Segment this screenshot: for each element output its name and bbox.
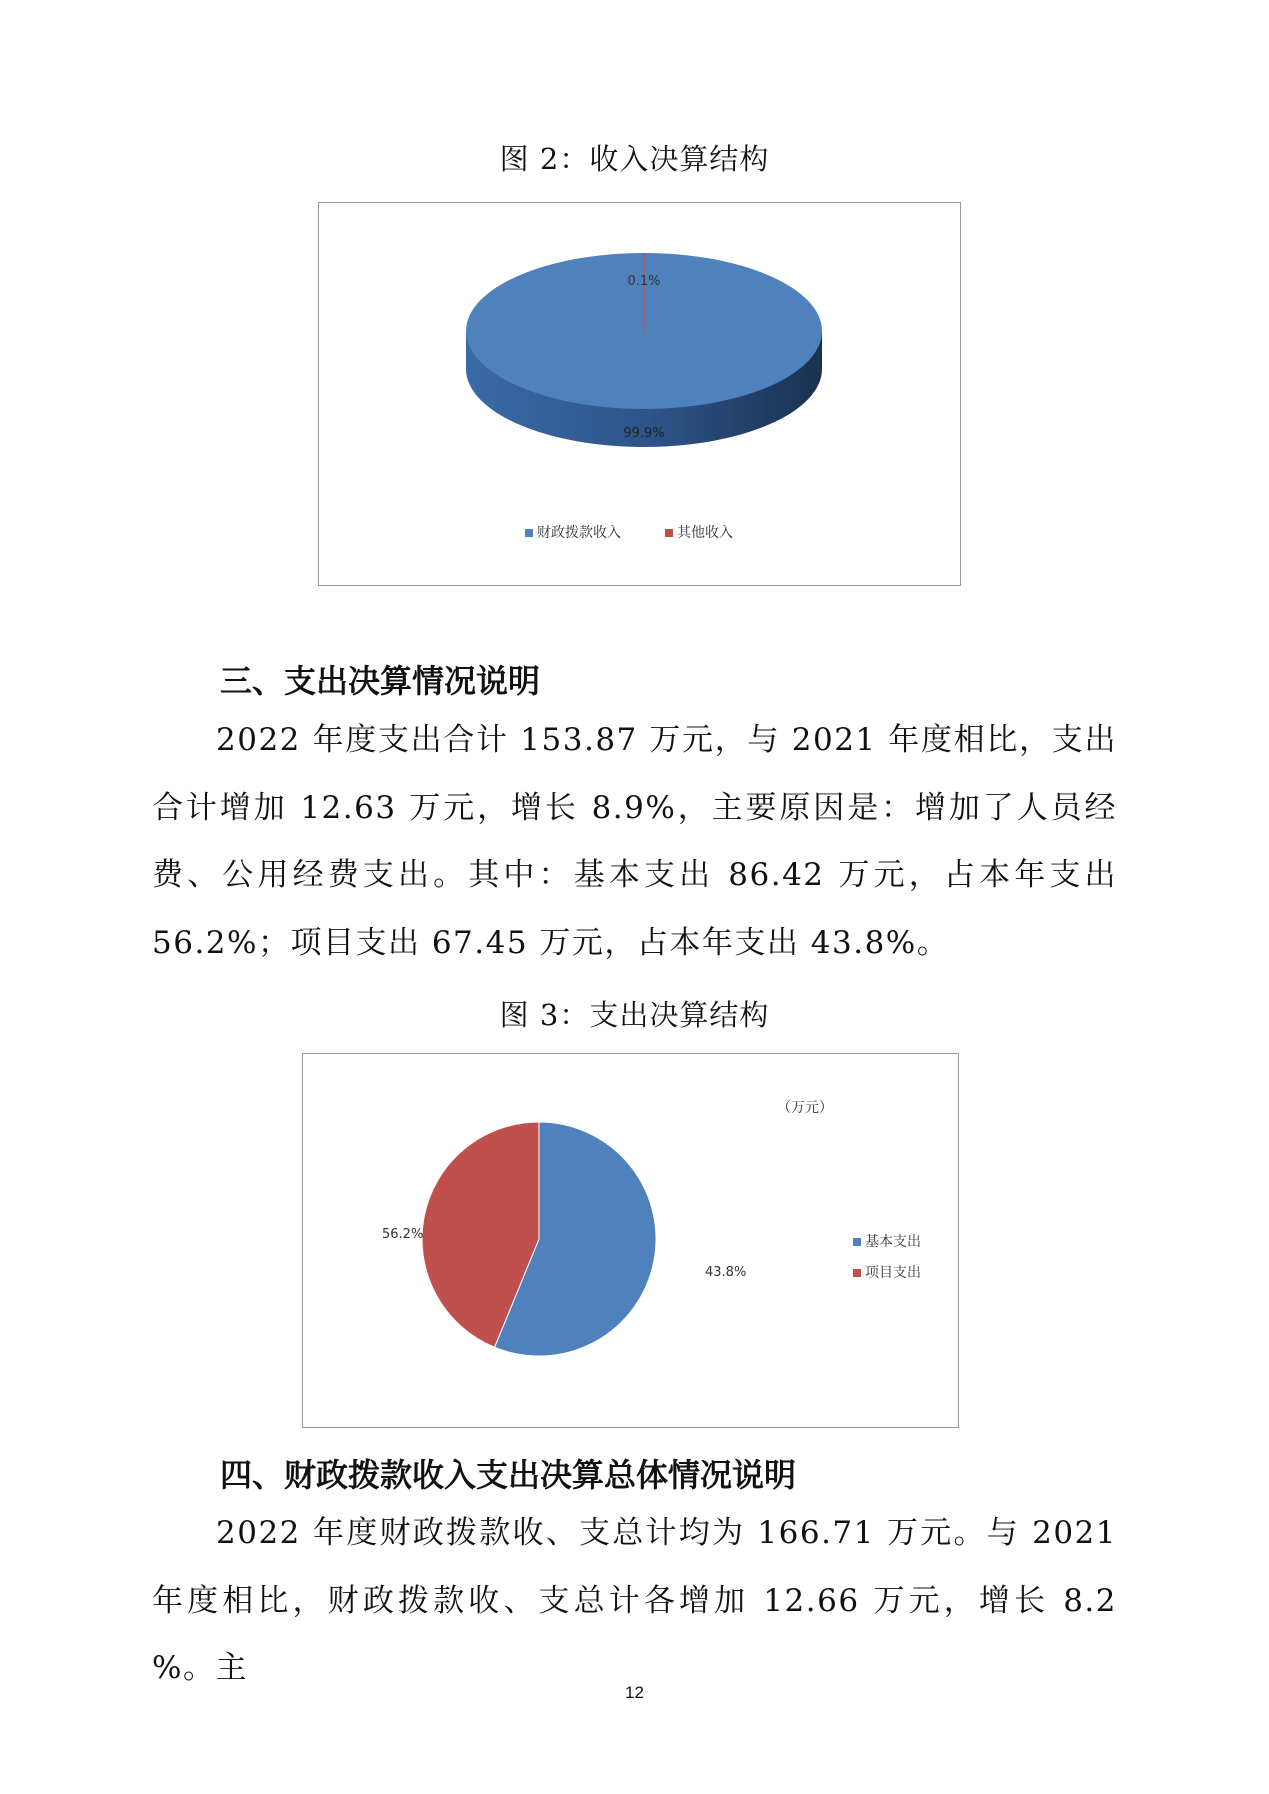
pie3-slices [422, 1122, 656, 1356]
legend3-label-basic: 基本支出 [865, 1234, 921, 1250]
figure3-pie-svg [303, 1054, 958, 1427]
legend2-label-other: 其他收入 [677, 525, 733, 541]
figure2-caption: 图 2：收入决算结构 [499, 142, 770, 176]
legend2-label-fiscal: 财政拨款收入 [537, 525, 621, 541]
figure2-chart [318, 202, 961, 586]
section3-heading: 三、支出决算情况说明 [220, 662, 541, 700]
legend2-swatch-other [665, 529, 673, 537]
figure3-chart [302, 1053, 959, 1428]
section4-paragraph: 2022 年度财政拨款收、支总计均为 166.71 万元。与 2021 年度相比，财政拨款收、支总计各增加 12.66 万元，增长 8.2 %。主 [152, 1515, 1117, 1686]
pie2-label-fiscal: 99.9% [623, 426, 665, 441]
figure2-pie-svg [319, 203, 960, 585]
legend3-swatch-basic [853, 1238, 861, 1246]
legend3-label-project: 项目支出 [865, 1265, 921, 1281]
page-number: 12 [625, 1683, 644, 1702]
figure3-caption: 图 3：支出决算结构 [499, 998, 770, 1032]
pie3-label-basic: 43.8% [705, 1265, 747, 1280]
pie3-label-project: 56.2% [382, 1227, 424, 1242]
legend2-swatch-fiscal [525, 529, 533, 537]
pie3-unit-note: （万元） [777, 1100, 833, 1116]
section3-paragraph: 2022 年度支出合计 153.87 万元，与 2021 年度相比，支出合计增加 12.63 万元，增长 8.9%，主要原因是：增加了人员经费、公用经费支出。其中：基本支出 86.42 万元，占本年支出 56.2%；项目支出 67.45 万元，占本年支出 43.8%。 [152, 722, 1117, 961]
section4-heading: 四、财政拨款收入支出决算总体情况说明 [220, 1456, 797, 1494]
pie2-label-other: 0.1% [627, 274, 661, 289]
legend3-swatch-project [853, 1269, 861, 1277]
